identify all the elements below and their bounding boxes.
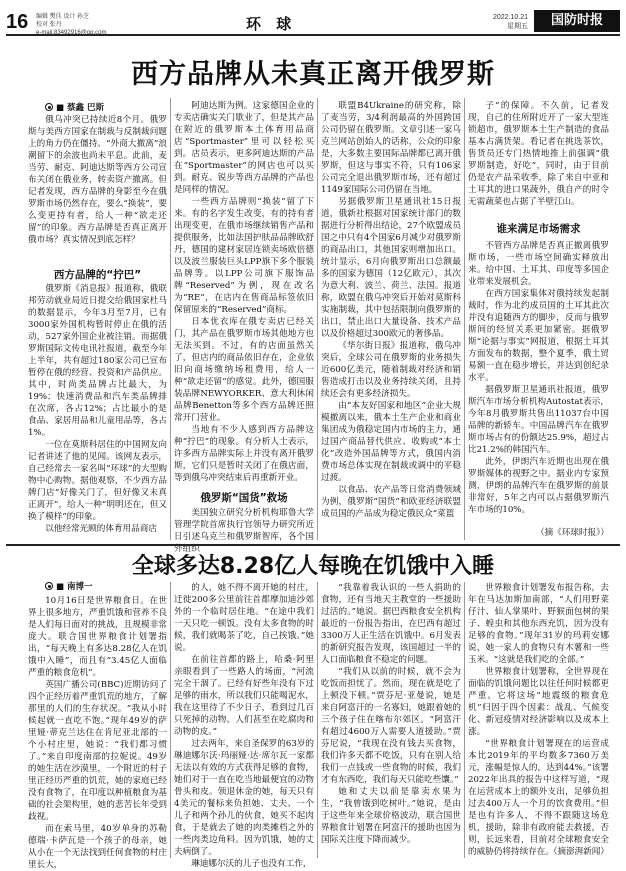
pen-icon [45,582,53,590]
article-divider [6,544,620,546]
paragraph: 阿迪达斯为例。这家德国企业的专卖店确实关门歇业了，但是其产品在附近的俄罗斯本土体育用品商店“Sportmaster”里可以轻松买到。店员表示，更多阿迪达斯的产品在“Sportmaster”的网店也可以买到。耐克、锐步等西方品牌的产品也是同样的情况。 [174,101,314,195]
paragraph: 另据俄罗斯卫星通讯社15日报道，俄新社根据对国家统计部门的数据进行分析得出结论，27个欧盟成员国之中只有4个国家6月减少对俄罗斯的商品出口，其他国家则增加出口。统计显示，6月向俄罗斯出口总额最多的国家为德国（12亿欧元），其次为意大利、波兰、荷兰、法国。报道称，欧盟在俄乌冲突后开始对莫斯科实施制裁，其中包括限制向俄罗斯的出口，禁止出口大量设备、技术产品以及价格超过300欧元的奢侈品。 [321,197,461,339]
paragraph: 在西方国家集体对俄持续发起制裁时，作为北约成员国的土耳其此次并没有追随西方的脚步，反而与俄罗斯间的经贸关系更加紧密。据俄罗斯“论据与事实”网报道，根据土耳其方面发布的数据，整个夏季，俄土贸易额一直在稳步增长，并达到创纪录水平。 [468,289,609,383]
byline-text: ■ 南博一 [56,582,93,592]
column-rule [464,98,465,540]
pen-icon [45,103,53,111]
paragraph: 不管西方品牌是否真正撤离俄罗斯市场，一些市场空间确实释放出来。给中国、土耳其、印度等多国企业带来发展机会。 [468,241,609,287]
column-rule [464,582,465,858]
paragraph: 她和丈夫以前是靠卖水果为生，“我曾饿到吃树叶。”她说，是由于这些年来全球价格波动，联合国世界粮食计划署在阿富汗的援助也因为国际关注度下降而减少。 [321,787,461,845]
article1-byline [45,101,104,113]
page-number: 16 [6,11,29,33]
paragraph: 10月16日是世界粮食日。在世界上很多地方，严重饥饿和营养不良是人们每日面对的挑战，且规模非常庞大。联合国世界粮食计划署指出，“每天晚上有多达8.28亿人在饥饿中入睡”，而且有“3.45亿人面临严重的粮食危机”。 [28,596,167,678]
article1-credit: （摘《环球时报》） [535,528,609,538]
newspaper-logo: 国防时报 [534,10,620,32]
subheading-1: 西方品牌的“拧巴” [53,269,142,281]
article2-col1 [28,595,167,870]
article1-col4-top [468,100,609,220]
paragraph: 世界粮食计划署称，全世界现在面临的饥饿问题比以往任何时候都更严重。它将这场“地震级的粮食危机”归因于四个因素：战乱、气候变化、新冠疫情对经济影响以及成本上涨。 [468,667,609,737]
paragraph: 在前往首都的路上，哈桑·阿里亲眼看到了一些路人的场面，“河流完全干涸了。已经有好些年没有下过足够的雨水，所以我们只能喝泥水，我在这里待了不少日子，看到过几百只死掉的动物。人们甚至在吃腐肉和动物的皮。” [174,655,314,737]
column-rule [170,98,171,540]
paragraph: “我们从以前的时候，就不会为吃饭而担忧了。然而，现在就是吃了上顿没下顿。”贾芬尼·亚曼说，她是来自阿富汗的一名寡妇，她跟着她的三个孩子住在喀布尔郊区。“阿富汗有超过4600万人需要人道援助。”贾芬尼说，“我现在没有钱去买食物，我们许多天都不吃饭，只有在别人给我们一点钱或一些食物的时候，我们才有东西吃，我们每天只能吃些馕。” [321,667,461,785]
article2-col3 [321,582,461,859]
article2-credit: （摘澎湃新闻） [548,847,609,857]
column-rule [317,98,318,540]
paragraph: 琳迪娜尔沃的儿子也没有工作， [191,859,312,869]
date-text: 2022.10.21 [493,14,529,21]
paragraph: 英国广播公司(BBC)近期访问了四个正经历着严重饥荒的地方，了解那里的人们的生存状况。“我从小时候起就一直吃不饱。”现年49岁的萨里娅·蒂克兰达住在肯尼亚北部的一个小村庄里，她说：“我们都习惯了。”来自印度南部的拉妮说。49岁的她生活在沙漠里，一个附近的村子里正经历严重的饥荒，她的家庭已经没有食物了，在印度以种植粮食为基础的社会架构里，她的悲苦长年受到歧视。 [28,680,167,822]
subheading-3: 谁来满足市场需求 [496,223,581,235]
paragraph: 日本优衣库在俄专卖店已经关门，其产品在俄罗斯市场其他地方也无法买到。不过，有的店面虽然关了，但店内的商品依旧存在，企业依旧向商场缴纳场租费用，给人一种“欲走还留”的感觉。此外，德国服装品牌NEWYORKER、意大利休闲品牌Benetton等多个西方品牌还照常开门营业。 [174,317,314,423]
paragraph: 由“本友好国家和地区”企业大规模撤离以来，俄本土生产企业和商业集团成为俄稳定国内市场的主力，通过国产商品替代供应、收购或“本土化”改造外国品牌等方式，俄国内消费市场总体实现在制裁或调中的平稳过渡。 [321,401,461,483]
paragraph: 过去两年，来自圣保罗的63岁的琳迪娜尔沃·玛丽娅·达·席尔瓦一家都无法以有效的方式获得足够的食物，她们对于一直在吃当地最便宜的动物骨头和皮。领退休金的她，每天只有4美元的餐标来负担她、丈夫、一个儿子和两个孙儿的伙食，她买不起肉食，于是就去了她的肉类摊档之外的一些肉类边角料。因为饥饿，她的丈夫病倒了。 [174,739,314,857]
column-rule [317,582,318,858]
weekday-text: 星期五 [507,23,529,30]
paragraph: 以他经常光顾的体育用品商店 [45,524,157,534]
article1-col1-top [28,114,167,260]
page-header [6,8,620,36]
paragraph: 《华尔街日报》报道称，俄乌冲突后，全球公司在俄罗斯的业务损失近600亿美元，随着制裁对经济和销售造成打击以及业务持续关闭，且持续还会有更多经济损失。 [321,341,461,399]
staff-line: 校对 张丹 [36,22,62,28]
section-title: 环 球 [246,15,297,33]
column-rule [170,582,171,858]
article2-headline: 全球多达8.28亿人每晚在饥饿中入睡 [131,554,495,579]
staff-info [36,13,106,37]
paragraph: 以食品、农产品等日常消费领域为例，俄罗斯“国货”和欧亚经济联盟成员国的产品成为稳定俄民众“菜篮 [321,485,461,519]
byline-text: ■ 蔡鑫 巴斯 [56,103,104,113]
paragraph: 美国独立研究分析机构耶鲁大学管理学院首席执行官领导力研究所近日引述乌克兰和俄罗斯智库，各个国外组织 [174,508,314,554]
paragraph: 俄罗斯《消息报》报道称，俄联邦劳动就业局近日提交给俄国家杜马的数据显示，今年3月至7月，已有3000家外国机构暂时停止在俄的活动，527家外国企业被注销。而据俄罗斯国际文传电讯社报道，截至今年上半年，共有超过180家公司已宣布暂停在俄的经营、投资和产品供应。其中，时尚类品牌占比最大，为19%；快速消费品和汽车类品牌排在次席，各占12%；占比最小的是食品、家居用品和儿童用品等，各占1%。 [28,284,167,438]
paragraph: 俄乌冲突已持续近8个月。俄罗斯与美西方国家在制裁与反制裁问题上的角力仍在僵持。“外商大撤离”浪潮留下的余波也尚未平息。此前，麦当劳、耐克、阿迪达斯等西方公司宣布关闭在俄业务，转卖资产撤离。但记者发现，西方品牌的身影至今在俄罗斯市场仍然存在，要么“换装”，要么变更持有者，给人一种“欲走还留”的印象。西方品牌是否真正离开俄市场？真实情况到底怎样？ [28,115,167,245]
article1-col2-top [174,100,314,483]
article1-headline: 西方品牌从未真正离开俄罗斯 [131,59,495,90]
paragraph: 子”的保障。不久前，记者发现，自己的住所附近开了一家大型连锁超市，俄罗斯本土生产制造的食品基本占满货架。看记者在挑选茶饮，售货员还专门热情地推上前强调“俄罗斯制造，好吃”，同时，由于目前仍是农产品采收季，除了来自中亚和土耳其的进口果蔬外，俄自产的时令无需蔬菜也占据了半壁江山。 [468,101,609,207]
paragraph: 一些西方品牌则“换装”留了下来。有的名字发生改变，有的持有者出现变更，在俄市场继续销售产品和提供服务，比如法国护肤品品牌欧舒丹，德国的建材家居连锁卖场欧倍德以及波兰服装巨头LPP旗下多个服装品牌等。以LPP公司旗下服饰品牌“Reserved”为例，现在改名为“RE”，在店内在售商品标签依旧保留原来的“Reserved”商标。 [174,197,314,315]
article2-col2 [174,582,314,869]
staff-email: e-mail:83492916@qq.com [36,30,107,36]
article1-col4-bottom [468,240,609,524]
paragraph: “我靠着我认识的一些人捐助的食物，还有当地天主教堂的一些援助过活的。”她说。据巴西粮食安全机构最近的一份报告指出，在巴西有超过3300万人正生活在饥饿中。6月发表的新研究报告发现，该国超过一半的人口面临粮食不稳定的问题。 [321,583,461,665]
staff-line: 编辑 樊佳 设计 孙芝 [36,14,90,20]
paragraph: “世界粮食计划署现在的运营成本比2019年的平均数多7360万美元，涨幅是惊人的，达到44%。”该署2022年出具的报告中这样写道，“现在运营成本上的额外支出，足够负担过去400万人一个月的饮食费用。”但是也有许多人，不得不跟随这场危机，援助，除非有政府能去救援，否则，长远来看，目前对全球粮食安全的威胁仍将持续存在。 [468,739,609,857]
paragraph: 据俄罗斯卫星通讯社报道，俄罗斯汽车市场分析机构Autostat表示，今年8月俄罗斯共售出11037台中国品牌的新轿车。中国品牌汽车在俄罗斯市场占有的份额达25.9%，超过占比21.2%的韩国汽车。 [468,385,609,455]
paragraph: 的人，她不得不离开她的村庄，迁徙200多公里前往首都摩加迪沙郊外的一个临时居住地。“在途中我们一天只吃一顿饭。没有太多食物的时候，我们就喝茶了吃，自己挨饿。”她说。 [174,583,314,653]
article1-col2-bottom [174,507,314,554]
paragraph: 一位在莫斯科居住的中国网友向记者讲述了他的见闻。该网友表示，自己经常去一家名叫“环球”的大型购物中心购物。据他观察，不少西方品牌门店“好像关门了，但好像又未真正离开”，给人一种“明明还在，但又换了模样”的印象。 [28,440,167,522]
article2-byline [45,580,93,592]
paragraph: 世界粮食计划署发布报告称，去年在马达加斯加南部，“人们用野菜仔汁、仙人掌果叶、野猴面包树的果子、蝗虫和其他东西充饥，因为没有足够的食物。”现年31岁的玛莉安娜说，她一家人的食物只有木薯和一些玉米。“这就是我们吃的全部。” [468,583,609,665]
paragraph: 当地有不少人感到西方品牌这种“拧巴”的现象。有分析人士表示，许多西方品牌实际上并没有离开俄罗斯，它们只是暂时关闭了在俄店面，等到俄乌冲突结束后再重新开业。 [174,425,314,483]
paragraph: 而在索马里，40岁单身的苏勒德瑞·卡萨瓦是一个孩子的母亲，她从小在一个无法找到任何食物的村庄里长大， [28,824,167,870]
article1-col1-bottom [28,283,167,539]
article1-col3 [321,100,461,540]
paragraph: 此外，伊朗汽车近期也出现在俄罗斯媒体的视野之中。据业内专家预测，伊朗的品牌汽车在俄罗斯的前景非常好，5年之内可以占据俄罗斯汽车市场的10%。 [468,457,609,515]
subheading-2: 俄罗斯“国货”救场 [200,492,288,504]
issue-date [493,13,528,31]
paragraph: 联盟B4Ukraine的研究称，除了麦当劳，3/4利润最高的外国跨国公司仍留在俄罗斯。文章引述一家乌克兰网站创始人的话称，公众的印象是，大多数主要国际品牌都已离开俄罗斯，但这与事实不符，只有106家公司完全退出俄罗斯市场，还有超过1149家国际公司仍留在当地。 [321,101,461,195]
